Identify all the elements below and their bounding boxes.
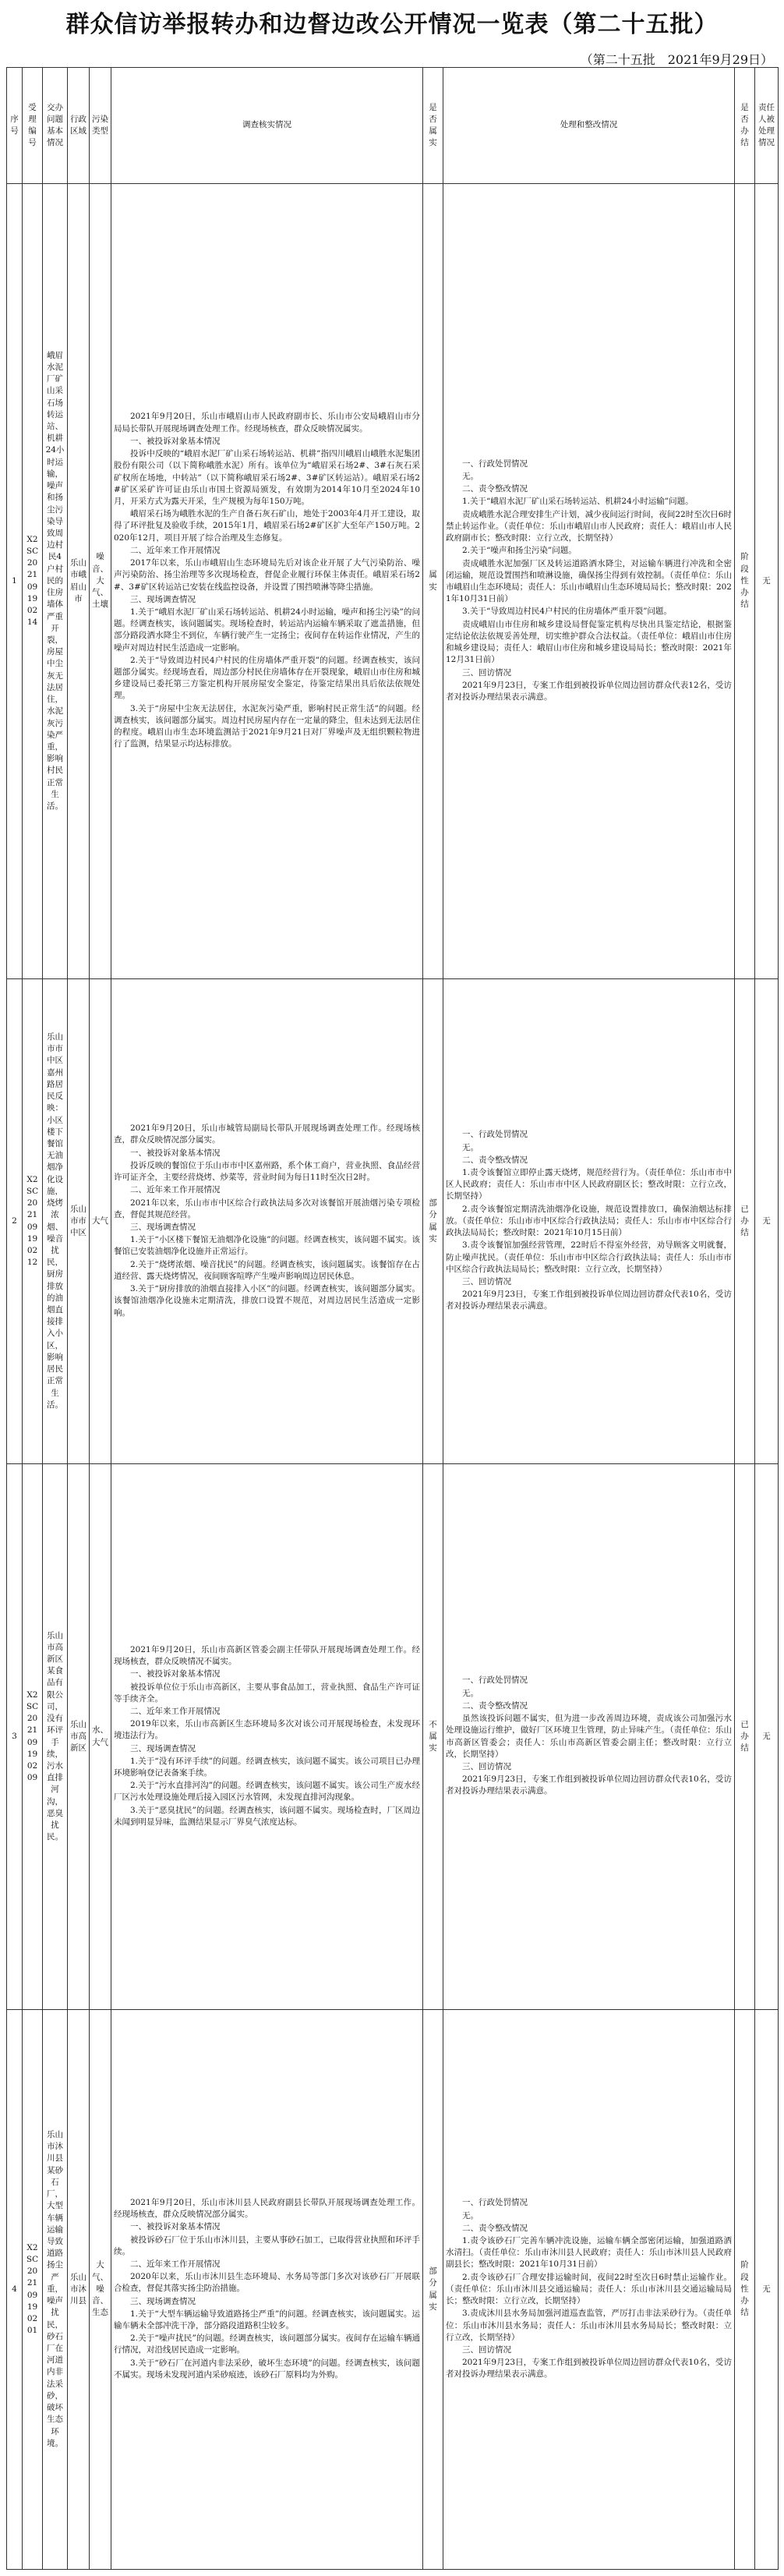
paragraph: 2017年以来，乐山市峨眉山生态环境局先后对该企业开展了大气污染防治、噪声污染防治、扬尘治理等多次现场检查，督促企业履行环保主体责任。峨眉采石场2#、3#矿区转运站已安装在线监控设备，并设置了围挡喷淋等降尘措施。 [114, 558, 420, 592]
row-region: 乐山市市中区 [68, 979, 90, 1464]
page-title: 群众信访举报转办和边督边改公开情况一览表（第二十五批） [65, 11, 719, 38]
row-code: X2SC202109190201 [23, 2010, 43, 2570]
row-handling [443, 979, 735, 1464]
paragraph: 峨眉采石场为峨胜水泥的生产自备石灰石矿山，地处于2003年4月开工建设，取得了环评批复及验收手续，2015年1月，峨眉采石场2#矿区扩大至年产150万吨。2020年12月，项目开展了综合治理及生态修复。 [114, 509, 420, 543]
paragraph: 1.关于“大型车辆运输导致道路扬尘严重”的问题。经调查核实，该问题属实。运输车辆未全部冲洗干净，部分路段道路积尘较多。 [114, 2309, 420, 2331]
paragraph: 2.关于“烧烤浓烟、噪音扰民”的问题。经调查核实，该问题属实。该餐馆存在占道经营、露天烧烤情况，夜间顾客喧哗产生噪声影响周边居民休息。 [114, 1259, 420, 1281]
paragraph: 二、责令整改情况 [462, 1155, 528, 1165]
row-verified: 属实 [423, 184, 443, 979]
row-punished: 无 [755, 184, 779, 979]
paragraph: 3.关于“厨房排放的油烟直接排入小区”的问题。经调查核实，该问题部分属实。该餐馆油烟净化设施未定期清洗，排放口设置不规范，对周边居民生活造成一定影响。 [114, 1284, 420, 1318]
paragraph: 责成峨胜水泥合理安排生产计划，减少夜间运行时间，夜间22时至次日6时禁止转运作业。（责任单位：乐山市峨眉山市人民政府；责任人：峨眉山市人民政府副市长；整改时限：立行立改，长期坚持） [446, 509, 732, 543]
paragraph: 一、被投诉对象基本情况 [130, 1669, 221, 1679]
table-row [7, 184, 779, 979]
row-region: 乐山市高新区 [68, 1464, 90, 2010]
paragraph: 1.关于“峨眉水泥厂矿山采石场转运站、机耕24小时运输”问题。 [462, 497, 694, 507]
row-investigation [111, 1464, 423, 2010]
paragraph: 一、行政处罚情况 [462, 458, 528, 469]
row-code: X2SC202109190209 [23, 1464, 43, 2010]
paragraph: 2021年9月23日，专案工作组到被投诉单位周边回访群众代表10名，受访者对投诉办理结果表示满意。 [446, 2358, 732, 2380]
row-verified: 不属实 [423, 1464, 443, 2010]
row-handling [443, 1464, 735, 2010]
row-closed: 阶段性办结 [735, 184, 755, 979]
paragraph: 被投诉单位位于乐山市高新区，主要从事食品加工，营业执照、食品生产许可证等手续齐全。 [114, 1682, 420, 1704]
row-no: 2 [7, 979, 23, 1464]
row-no: 3 [7, 1464, 23, 2010]
paragraph: 二、近年来工作开展情况 [130, 1185, 221, 1195]
paragraph: 一、行政处罚情况 [462, 1675, 528, 1686]
paragraph: 无。 [462, 2210, 479, 2220]
paragraph: 2021年9月23日，专案工作组到被投诉单位周边回访群众代表10名，受访者对投诉办理结果表示满意。 [446, 1775, 732, 1796]
row-closed: 阶段性办结 [735, 2010, 755, 2570]
paragraph: 2021年9月23日，专案工作组到被投诉单位周边回访群众代表10名，受访者对投诉办理结果表示满意。 [446, 1290, 732, 1311]
paragraph: 被投诉砂石厂位于乐山市沐川县，主要从事砂石加工，已取得营业执照和环评手续。 [114, 2235, 420, 2256]
paragraph: 2021年9月20日，乐山市沐川县人民政府副县长带队开展现场调查处理工作。经现场核查，群众反映情况部分属实。 [114, 2197, 420, 2220]
paragraph: 2.责令该餐馆定期清洗油烟净化设施，规范设置排放口，确保油烟达标排放。（责任单位：乐山市市中区综合行政执法局；责任人：乐山市市中区综合行政执法局局长；整改时限：2021年10月15日前） [446, 1204, 732, 1238]
paragraph: 二、近年来工作开展情况 [130, 1706, 221, 1716]
row-code: X2SC202109190212 [23, 979, 43, 1464]
row-investigation [111, 979, 423, 1464]
row-investigation [111, 2010, 423, 2570]
paragraph: 三、回访情况 [462, 1761, 511, 1771]
header-investigation: 调查核实情况 [111, 68, 423, 184]
paragraph: 1.责令该砂石厂完善车辆冲洗设施，运输车辆全部密闭运输，加强道路洒水清扫。（责任单位：乐山市沐川县人民政府；责任人：乐山市沐川县人民政府副县长；整改时限：2021年10月31日前） [446, 2236, 732, 2270]
paragraph: 投诉中反映的“峨眉水泥厂矿山采石场转运站、机耕”指四川峨眉山峨胜水泥集团股份有限公司（以下简称峨胜水泥）所有。该单位为“峨眉采石场2#、3#石灰石采矿权所在场地，中转站”（以下简称峨眉采石场2#、3#矿区转运站）。峨眉采石场2#矿区采矿许可证由乐山市国土资源局颁发，有效期为2014年10月至2024年10月，开采方式为露天开采，生产规模为每年150万吨。 [114, 449, 420, 506]
row-punished: 无 [755, 979, 779, 1464]
paragraph: 无。 [462, 1142, 479, 1152]
row-summary: 乐山市高新区某食品有限公司，没有环评手续，污水直排河沟，恶臭扰民。 [43, 1464, 68, 2010]
paragraph: 责成峨眉山市住房和城乡建设局督促鉴定机构尽快出具鉴定结论，根据鉴定结论依法依规妥善处理，切实维护群众合法权益。（责任单位：峨眉山市住房和城乡建设局；责任人：峨眉山市住房和城乡建设局局长；整改时限：2021年12月31日前） [446, 619, 732, 665]
header-handling: 处理和整改情况 [443, 68, 735, 184]
paragraph: 2021年9月23日，专案工作组到被投诉单位周边回访群众代表12名，受访者对投诉办理结果表示满意。 [446, 680, 732, 702]
row-no: 4 [7, 2010, 23, 2570]
complaints-table [6, 67, 779, 2570]
paragraph: 3.责成沐川县水务局加强河道巡查监管，严厉打击非法采砂行为。（责任单位：乐山市沐川县水务局；责任人：乐山市沐川县水务局局长；整改时限：立行立改，长期坚持） [446, 2309, 732, 2342]
header-verified: 是否属实 [423, 68, 443, 184]
paragraph: 三、现场调查情况 [130, 2296, 196, 2306]
paragraph: 投诉反映的餐馆位于乐山市市中区嘉州路，系个体工商户，营业执照、食品经营许可证齐全，主要经营烧烤、炒菜等，营业时间为每日11时至次日2时。 [114, 1160, 420, 1183]
header-closed: 是否办结 [735, 68, 755, 184]
paragraph: 一、行政处罚情况 [462, 2198, 528, 2208]
table-row [7, 2010, 779, 2570]
paragraph: 二、责令整改情况 [462, 2223, 528, 2233]
paragraph: 2021年9月20日，乐山市城管局副局长带队开展现场调查处理工作。经现场核查，群众反映情况部分属实。 [114, 1123, 420, 1145]
paragraph: 三、现场调查情况 [130, 1743, 196, 1753]
paragraph: 无。 [462, 472, 479, 482]
paragraph: 三、回访情况 [462, 1276, 511, 1286]
paragraph: 2019年以来，乐山市高新区生态环境局多次对该公司开展现场检查，未发现环境违法行为。 [114, 1719, 420, 1741]
row-code: X2SC202109190214 [23, 184, 43, 979]
paragraph: 2.关于“导致周边村民4户村民的住房墙体严重开裂”的问题。经调查核实，该问题部分属实。经现场查看，周边部分村民住房墙体存在开裂现象，峨眉山市住房和城乡建设局已委托第三方鉴定机构开展房屋安全鉴定，待鉴定结果出具后依法依规处理。 [114, 655, 420, 701]
row-handling [443, 184, 735, 979]
paragraph: 2.关于“污水直排河沟”的问题。经调查核实，该问题不属实。该公司生产废水经厂区污水处理设施处理后接入园区污水管网，未发现直排河沟现象。 [114, 1781, 420, 1803]
table-row [7, 979, 779, 1464]
header-no: 序号 [7, 68, 23, 184]
paragraph: 二、责令整改情况 [462, 1700, 528, 1711]
row-handling [443, 2010, 735, 2570]
paragraph: 责成峨胜水泥加强厂区及转运道路洒水降尘，对运输车辆进行冲洗和全密闭运输，规范设置围挡和喷淋设施，确保扬尘得到有效控制。（责任单位：乐山市峨眉山生态环境局；责任人：乐山市峨眉山生态环境局局长；整改时限：2021年10月31日前） [446, 558, 732, 604]
header-region: 行政区域 [68, 68, 90, 184]
paragraph: 3.关于“恶臭扰民”的问题。经调查核实，该问题不属实。现场检查时，厂区周边未闻到明显异味，监测结果显示厂界臭气浓度达标。 [114, 1805, 420, 1827]
header-summary: 交办问题基本情况 [43, 68, 68, 184]
paragraph: 三、现场调查情况 [130, 1223, 196, 1232]
paragraph: 2.关于“噪声扰民”的问题。经调查核实，该问题部分属实。夜间存在运输车辆通行情况，对沿线居民造成一定影响。 [114, 2334, 420, 2355]
row-pollution: 噪音、大气、土壤 [90, 184, 111, 979]
row-verified: 部分属实 [423, 979, 443, 1464]
paragraph: 一、被投诉对象基本情况 [130, 2222, 221, 2232]
header-code: 受理编号 [23, 68, 43, 184]
paragraph: 2.关于“噪声和扬尘污染”问题。 [462, 546, 577, 556]
row-closed: 已办结 [735, 979, 755, 1464]
header-pollution: 污染类型 [90, 68, 111, 184]
paragraph: 二、近年来工作开展情况 [130, 545, 221, 555]
paragraph: 3.责令该餐馆加强经营管理，22时后不得室外经营，劝导顾客文明就餐，防止噪声扰民。（责任单位：乐山市市中区综合行政执法局；责任人：乐山市市中区综合行政执法局局长；整改时限：立行立改，长期坚持） [446, 1240, 732, 1274]
row-summary: 乐山市市中区嘉州路居民反映：小区楼下餐馆无油烟净化设施，烧烤浓烟、噪音扰民，厨房排放的油烟直接排入小区，影响居民正常生活。 [43, 979, 68, 1464]
row-no: 1 [7, 184, 23, 979]
paragraph: 1.关于“小区楼下餐馆无油烟净化设施”的问题。经调查核实，该问题不属实。该餐馆已安装油烟净化设施并正常运行。 [114, 1235, 420, 1257]
batch-date: （第二十五批 2021年9月29日） [580, 52, 773, 67]
paragraph: 一、被投诉对象基本情况 [130, 436, 221, 446]
header-punished: 责任人被处理情况 [755, 68, 779, 184]
paragraph: 一、被投诉对象基本情况 [130, 1148, 221, 1158]
paragraph: 1.关于“没有环评手续”的问题。经调查核实，该问题不属实。该公司项目已办理环境影响登记表备案手续。 [114, 1756, 420, 1778]
paragraph: 三、现场调查情况 [130, 594, 196, 604]
row-pollution: 水、大气 [90, 1464, 111, 2010]
paragraph: 三、回访情况 [462, 2344, 511, 2355]
row-summary: 峨眉水泥厂矿山采石场转运站、机耕24小时运输，噪声和扬尘污染导致周边村民4户村民的住房墙体严重开裂，房屋中尘灰无法居住，水泥灰污染严重，影响村民正常生活。 [43, 184, 68, 979]
paragraph: 一、行政处罚情况 [462, 1130, 528, 1140]
paragraph: 无。 [462, 1688, 479, 1698]
paragraph: 3.关于“砂石厂在河道内非法采砂，破坏生态环境”的问题。经调查核实，该问题不属实。现场未发现河道内采砂痕迹，该砂石厂原料均为外购。 [114, 2358, 420, 2380]
row-summary: 乐山市沐川县某砂石厂，大型车辆运输导致道路扬尘严重，噪声扰民，砂石厂在河道内非法采砂，破坏生态环境。 [43, 2010, 68, 2570]
paragraph: 三、回访情况 [462, 667, 511, 678]
row-region: 乐山市峨眉山市 [68, 184, 90, 979]
paragraph: 1.责令该餐馆立即停止露天烧烤，规范经营行为。（责任单位：乐山市市中区人民政府；责任人：乐山市市中区人民政府副区长；整改时限：立行立改，长期坚持） [446, 1168, 732, 1201]
paragraph: 2021年9月20日，乐山市高新区管委会副主任带队开展现场调查处理工作。经现场核查，群众反映情况不属实。 [114, 1644, 420, 1667]
paragraph: 二、责令整改情况 [462, 484, 528, 494]
table-header-row [7, 68, 779, 184]
paragraph: 1.关于“峨眉水泥厂矿山采石场转运站、机耕24小时运输，噪声和扬尘污染”的问题。经调查核实，该问题属实。现场检查时，转运站内运输车辆采取了遮盖措施，但部分路段洒水降尘不到位，车辆行驶产生一定扬尘；夜间存在转运作业情况，产生的噪声对周边村民生活造成一定影响。 [114, 607, 420, 653]
row-closed: 已办结 [735, 1464, 755, 2010]
row-punished: 无 [755, 2010, 779, 2570]
paragraph: 二、近年来工作开展情况 [130, 2259, 221, 2269]
row-punished: 无 [755, 1464, 779, 2010]
row-pollution: 大气 [90, 979, 111, 1464]
paragraph: 2020年以来，乐山市沐川县生态环境局、水务局等部门多次对该砂石厂开展联合检查，督促其落实扬尘防治措施。 [114, 2272, 420, 2294]
row-verified: 部分属实 [423, 2010, 443, 2570]
paragraph: 2021年以来，乐山市市中区综合行政执法局多次对该餐馆开展油烟污染专项检查，督促其规范经营。 [114, 1198, 420, 1219]
paragraph: 虽然该投诉问题不属实，但为进一步改善周边环境，责成该公司加强污水处理设施运行维护，做好厂区环境卫生管理，防止异味产生。（责任单位：乐山市高新区管委会；责任人：乐山市高新区管委会副主任；整改时限：立行立改，长期坚持） [446, 1714, 732, 1759]
paragraph: 2.责令该砂石厂合理安排运输时间，夜间22时至次日6时禁止运输作业。（责任单位：乐山市沐川县交通运输局；责任人：乐山市沐川县交通运输局局长；整改时限：立行立改，长期坚持） [446, 2272, 732, 2306]
row-pollution: 大气、噪音、生态 [90, 2010, 111, 2570]
paragraph: 2021年9月20日，乐山市峨眉山市人民政府副市长、乐山市公安局峨眉山市分局局长带队开展现场调查处理工作。经现场核查，群众反映情况属实。 [114, 412, 420, 433]
paragraph: 3.关于“房屋中尘灰无法居住，水泥灰污染严重，影响村民正常生活”的问题。经调查核实，该问题部分属实。周边村民房屋内存在一定量的降尘，但未达到无法居住的程度。峨眉山市生态环境监测站于2021年9月21日对厂界噪声及无组织颗粒物进行了监测，结果显示均达标排放。 [114, 703, 420, 749]
paragraph: 3.关于“导致周边村民4户村民的住房墙体严重开裂”问题。 [462, 607, 672, 617]
row-region: 乐山市沐川县 [68, 2010, 90, 2570]
row-investigation [111, 184, 423, 979]
table-row [7, 1464, 779, 2010]
